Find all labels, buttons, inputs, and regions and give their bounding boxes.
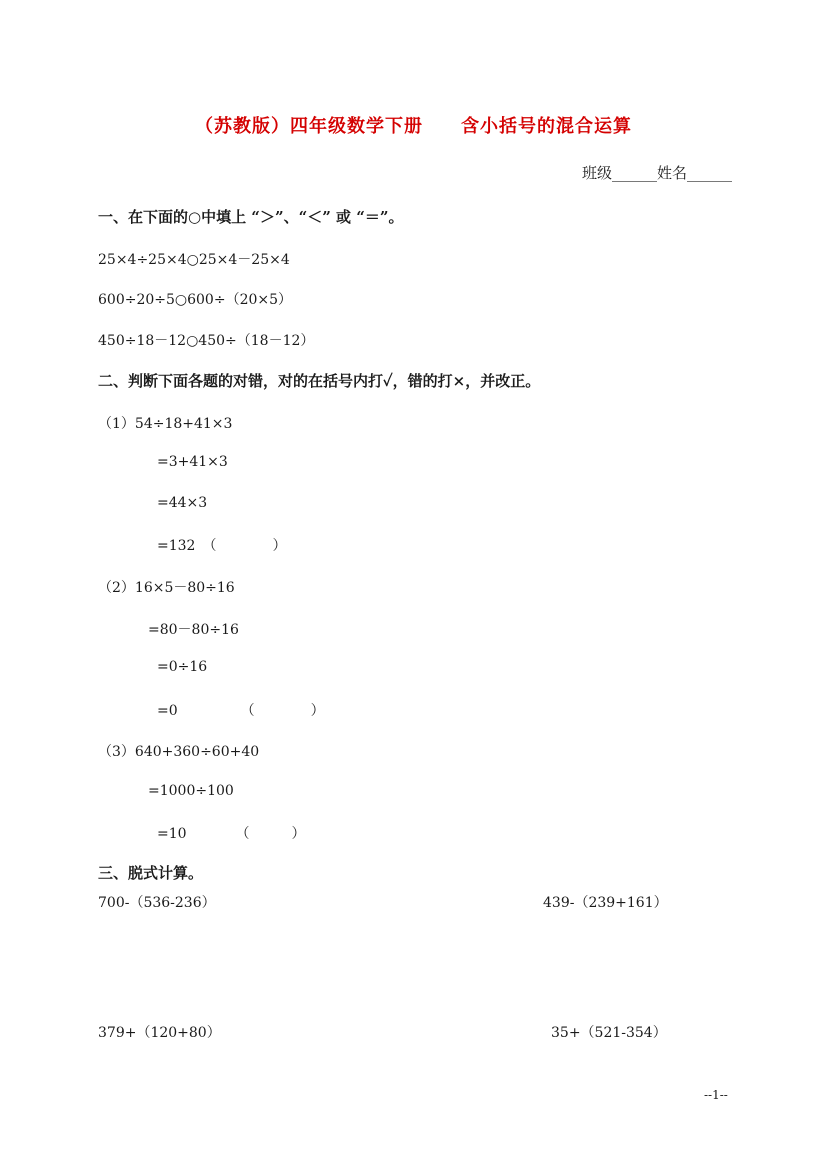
problem-1-expression: （1）54÷18+41×3 (98, 416, 233, 432)
page-number: --1-- (704, 1088, 728, 1102)
comparison-item: 600÷20÷5○600÷（20×5） (98, 292, 293, 308)
problem-1-step: =44×3 (157, 495, 208, 511)
comparison-item: 450÷18－12○450÷（18－12） (98, 333, 315, 349)
problem-1-step: =132 （ ） (157, 538, 287, 554)
problem-2-step: =0÷16 (157, 659, 208, 675)
comparison-item: 25×4÷25×4○25×4－25×4 (98, 252, 290, 268)
calculation-item: 700-（536-236） (98, 895, 216, 911)
problem-3-step: =10 （ ） (157, 826, 306, 842)
problem-2-step: =0 （ ） (157, 703, 325, 719)
problem-1-step: =3+41×3 (157, 454, 228, 470)
section-2-heading: 二、判断下面各题的对错，对的在括号内打✓，错的打×，并改正。 (98, 372, 541, 390)
calculation-item: 35+（521-354） (551, 1025, 667, 1041)
problem-2-expression: （2）16×5－80÷16 (98, 580, 235, 596)
problem-3-expression: （3）640+360÷60+40 (98, 744, 260, 760)
calculation-item: 439-（239+161） (543, 895, 668, 911)
page-title: （苏教版）四年级数学下册 含小括号的混合运算 (195, 116, 632, 137)
section-3-heading: 三、脱式计算。 (98, 864, 204, 882)
problem-3-step: =1000÷100 (148, 783, 234, 799)
class-name-line: 班级______姓名______ (582, 164, 733, 182)
section-1-heading: 一、在下面的○中填上 “＞”、“＜” 或 “＝”。 (98, 208, 404, 226)
problem-2-step: =80－80÷16 (148, 622, 239, 638)
calculation-item: 379+（120+80） (98, 1025, 221, 1041)
